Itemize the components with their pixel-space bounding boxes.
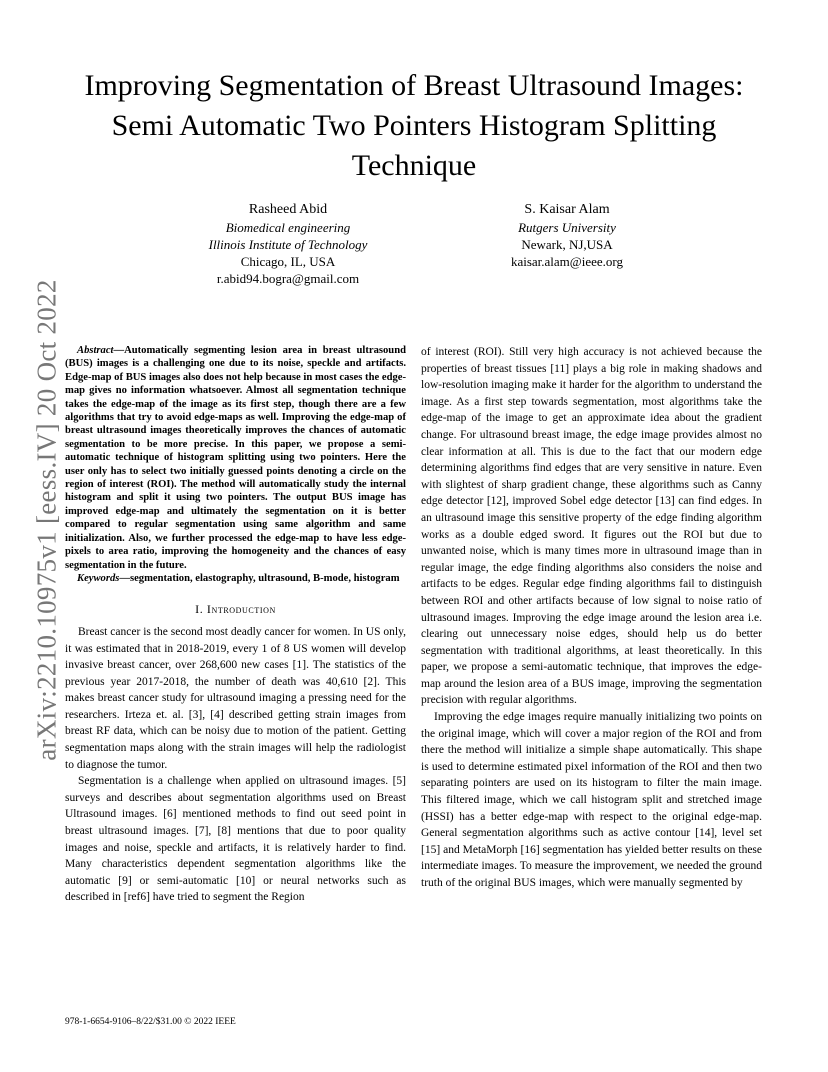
paper-title: Improving Segmentation of Breast Ultrasound Images: Semi Automatic Two Pointers Histogram Splitting Technique xyxy=(84,69,744,182)
abstract-lead: Abstract xyxy=(77,345,114,356)
author-location: Chicago, IL, USA xyxy=(240,254,336,269)
keywords xyxy=(65,572,406,585)
author-block-1 xyxy=(188,201,388,287)
author-dept: Rutgers University xyxy=(518,220,616,235)
author-email: r.abid94.bogra@gmail.com xyxy=(216,271,360,286)
author-name: S. Kaisar Alam xyxy=(524,202,610,217)
copyright-footer: 978-1-6654-9106–8/22/$31.00 © 2022 IEEE xyxy=(65,1017,236,1027)
author-location: Newark, NJ,USA xyxy=(521,237,613,252)
arxiv-identifier: arXiv:2210.10975v1 [eess.IV] 20 Oct 2022 xyxy=(31,279,62,761)
author-email: kaisar.alam@ieee.org xyxy=(510,254,624,269)
right-column xyxy=(421,344,762,892)
body-paragraph: of interest (ROI). Still very high accuracy is not achieved because the properties of breast tissues [11] plays a big role in making shadows and low-resolution imaging make it harder for the algorithm to understand the image. As a first step towards segmentation, most algorithms take the edge-map of the image to get an approximate idea about the gradient change. For ultrasound breast image, the edge image provides almost no clear information at all. This is due to the fact that our modern edge determining algorithms find edges that are very sensitive in nature. Even with slightest of sharp gradient change, these algorithms such as Canny edge detector [12], improved Sobel edge detector [13] can find edges. In an ultrasound image this sensitive property of the edge finding algorithm works as a double edged sword. It figures out the ROI but due to unwanted noise, which is many times more in ultrasound image than in regular image, the edge finding algorithms also considers the noise and artifacts to be edges. Regular edge finding algorithms fail to distinguish between ROI and other artifacts because of low signal to noise ratio of ultrasound images. Improving the edge image around the lesion area i.e. clearing out unnecessary noise edges, should help us do better segmentation with traditional algorithms, at least theoretically. In this paper, we propose a semi-automatic technique, that improves the edge-map around the lesion area of a BUS image, improving the segmentation precision with regular algorithms. xyxy=(421,346,762,707)
keywords-text: —segmentation, elastography, ultrasound, B-mode, histogram xyxy=(119,572,400,584)
left-column xyxy=(65,344,406,906)
author-affiliation: Illinois Institute of Technology xyxy=(208,237,368,252)
body-paragraph: Segmentation is a challenge when applied on ultrasound images. [5] surveys and describes about segmentation algorithms used on Breast Ultrasound images. [6] mentioned methods to find out seed point in breast ultrasound images. [7], [8] mentions that due to poor quality images and noise, speckle and artifacts, it is relatively harder to find. Many characteristics dependent segmentation algorithms like the automatic [9] or semi-automatic [10] or neural networks such as described in [ref6] have tried to segment the Region xyxy=(65,775,406,904)
abstract xyxy=(65,344,406,572)
keywords-lead: Keywords xyxy=(77,572,120,584)
body-paragraph: Breast cancer is the second most deadly cancer for women. In US only, it was estimated that in 2018-2019, every 1 of 8 US women will develop invasive breast cancer, over 268,600 new cases [1]. The statistics of the previous year 2017-2018, the number of death was 40,610 [2]. This makes breast cancer study for ultrasound imaging a pressing need for the researchers. Irteza et. al. [3], [4] described getting strain images from breast RF data, which can be noisy due to motion of the patient. Getting segmentation maps along with the strain images will help the radiologist to diagnose the tumor. xyxy=(65,625,406,771)
abstract-text: —Automatically segmenting lesion area in breast ultrasound (BUS) images is a challenging one due to its noise, speckle and artifacts. Edge-map of BUS images also does not help because in most cases the edge-map gives no information whatsoever. Almost all segmentation technique takes the edge-map of the image as its first step, though there are a few algorithms that try to avoid edge-maps as well. Improving the edge-map of breast ultrasound images theoretically improves the chances of automatic segmentation to be more precise. In this paper, we propose a semi-automatic technique of histogram splitting using two pointers. Here the user only has to select two initially guessed points denoting a circle on the region of interest (ROI). The method will automatically study the internal histogram and split it using two pointers. The output BUS image has improved edge-map and ultimately the segmentation on it is better compared to regular segmentation using same algorithm and same initialization. Also, we further processed the edge-map to have less edge-pixels to area ratio, improving the homogeneity and the chances of easy segmentation in the future. xyxy=(65,345,406,571)
body-paragraph: Improving the edge images require manually initializing two points on the original image, which will cover a major region of the ROI and from there the method will initialize a simple shape automatically. This shape is used to determine estimated pixel information of the ROI and then two separating pointers are used on its histogram to filter the main image. This filtered image, which we call histogram split and stretched image (HSSI) has a better edge-map with respect to the original edge-map. General segmentation algorithms such as active contour [14], level set [15] and MetaMorph [16] segmentation has yielded better results on these intermediate images. To measure the improvement, we needed the ground truth of the original BUS images, which were manually segmented by xyxy=(421,711,762,889)
author-name: Rasheed Abid xyxy=(248,202,328,217)
section-heading-introduction: I. Introduction xyxy=(195,602,276,617)
author-block-2 xyxy=(467,201,667,270)
author-dept: Biomedical engineering xyxy=(225,220,351,235)
